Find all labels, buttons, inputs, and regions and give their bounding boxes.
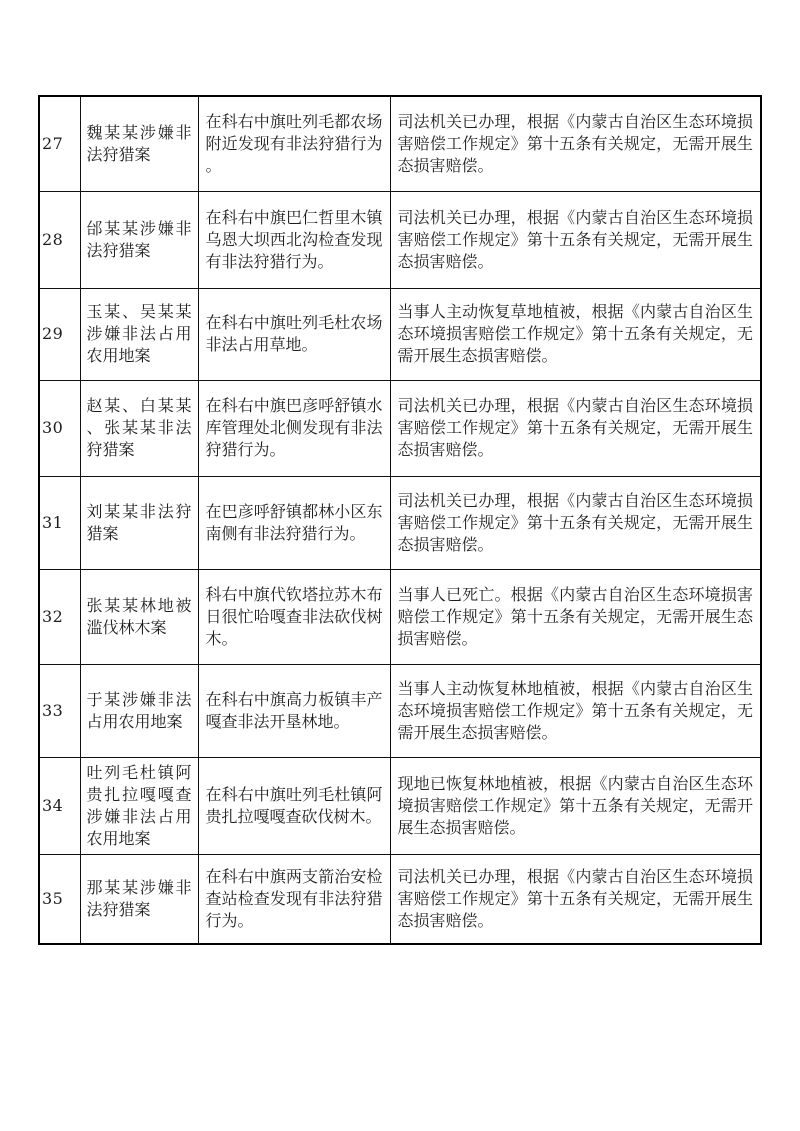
case-number: 34 (39, 757, 80, 854)
case-number: 28 (39, 191, 80, 288)
case-name: 张某某林地被滥伐林木案 (80, 569, 198, 664)
case-result: 当事人主动恢复林地植被，根据《内蒙古自治区生态环境损害赔偿工作规定》第十五条有关规定，无需开展生态损害赔偿。 (390, 664, 761, 757)
case-name: 魏某某涉嫌非法狩猎案 (80, 96, 198, 191)
case-name: 于某涉嫌非法占用农用地案 (80, 664, 198, 757)
case-result: 当事人主动恢复草地植被，根据《内蒙古自治区生态环境损害赔偿工作规定》第十五条有关规定，无需开展生态损害赔偿。 (390, 288, 761, 380)
case-result: 司法机关已办理，根据《内蒙古自治区生态环境损害赔偿工作规定》第十五条有关规定，无需开展生态损害赔偿。 (390, 854, 761, 944)
case-number: 32 (39, 569, 80, 664)
case-location: 在科右中旗吐列毛杜农场非法占用草地。 (198, 288, 390, 380)
case-number: 33 (39, 664, 80, 757)
table-row (39, 380, 761, 476)
case-table (38, 95, 762, 945)
table-row (39, 757, 761, 854)
case-result: 现地已恢复林地植被，根据《内蒙古自治区生态环境损害赔偿工作规定》第十五条有关规定，无需开展生态损害赔偿。 (390, 757, 761, 854)
case-result: 司法机关已办理，根据《内蒙古自治区生态环境损害赔偿工作规定》第十五条有关规定，无需开展生态损害赔偿。 (390, 96, 761, 191)
case-location: 在科右中旗高力板镇丰产嘎查非法开垦林地。 (198, 664, 390, 757)
case-location: 科右中旗代钦塔拉苏木布日很忙哈嘎查非法砍伐树木。 (198, 569, 390, 664)
case-result: 司法机关已办理，根据《内蒙古自治区生态环境损害赔偿工作规定》第十五条有关规定，无需开展生态损害赔偿。 (390, 191, 761, 288)
case-location: 在科右中旗吐列毛都农场附近发现有非法狩猎行为。 (198, 96, 390, 191)
case-number: 29 (39, 288, 80, 380)
case-name: 赵某、白某某、张某某非法狩猎案 (80, 380, 198, 476)
case-number: 30 (39, 380, 80, 476)
case-result: 当事人已死亡。根据《内蒙古自治区生态环境损害赔偿工作规定》第十五条有关规定，无需开展生态损害赔偿。 (390, 569, 761, 664)
case-name: 那某某涉嫌非法狩猎案 (80, 854, 198, 944)
case-location: 在科右中旗吐列毛杜镇阿贵扎拉嘎嘎查砍伐树木。 (198, 757, 390, 854)
case-number: 27 (39, 96, 80, 191)
table-row (39, 476, 761, 569)
case-number: 35 (39, 854, 80, 944)
case-location: 在科右中旗巴彦呼舒镇水库管理处北侧发现有非法狩猎行为。 (198, 380, 390, 476)
table-row (39, 569, 761, 664)
table-row (39, 191, 761, 288)
case-result: 司法机关已办理，根据《内蒙古自治区生态环境损害赔偿工作规定》第十五条有关规定，无需开展生态损害赔偿。 (390, 476, 761, 569)
table-row (39, 96, 761, 191)
case-result: 司法机关已办理，根据《内蒙古自治区生态环境损害赔偿工作规定》第十五条有关规定，无需开展生态损害赔偿。 (390, 380, 761, 476)
case-location: 在科右中旗两支箭治安检查站检查发现有非法狩猎行为。 (198, 854, 390, 944)
case-name: 邰某某涉嫌非法狩猎案 (80, 191, 198, 288)
case-number: 31 (39, 476, 80, 569)
case-name: 吐列毛杜镇阿贵扎拉嘎嘎查涉嫌非法占用农用地案 (80, 757, 198, 854)
case-name: 刘某某非法狩猎案 (80, 476, 198, 569)
table-row (39, 664, 761, 757)
case-location: 在巴彦呼舒镇都林小区东南侧有非法狩猎行为。 (198, 476, 390, 569)
table-row (39, 288, 761, 380)
table-row (39, 854, 761, 944)
case-name: 玉某、吴某某涉嫌非法占用农用地案 (80, 288, 198, 380)
case-location: 在科右中旗巴仁哲里木镇乌恩大坝西北沟检查发现有非法狩猎行为。 (198, 191, 390, 288)
